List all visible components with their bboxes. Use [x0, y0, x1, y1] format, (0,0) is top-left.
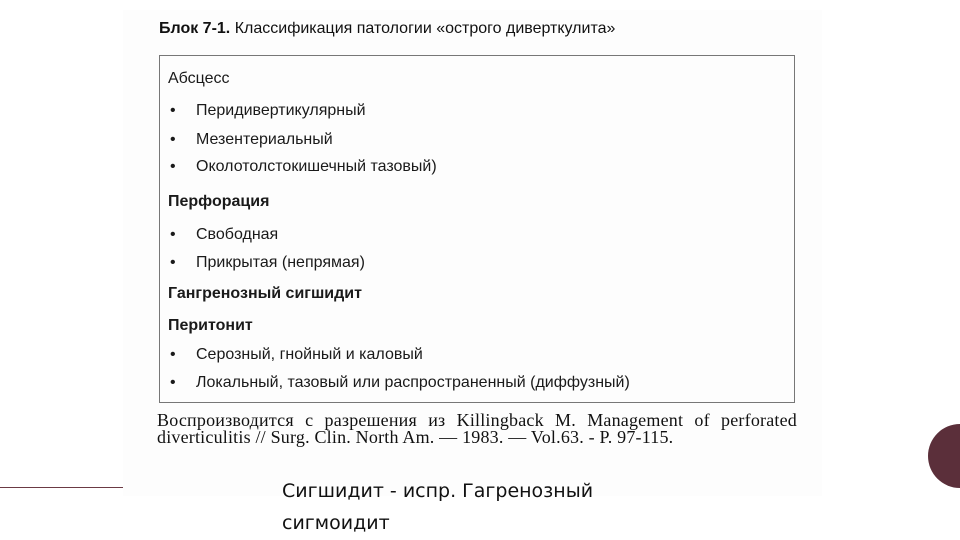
block-title-prefix: Блок 7-1. — [159, 20, 231, 37]
bullet: • — [170, 374, 176, 391]
section-heading-gangrenous: Гангренозный сигшидит — [168, 285, 362, 302]
bullet: • — [170, 254, 176, 271]
bullet: • — [170, 158, 176, 175]
list-item: Мезентериальный — [196, 131, 333, 148]
classification-box — [159, 55, 795, 403]
bullet: • — [170, 102, 176, 119]
list-item: Перидивертикулярный — [196, 102, 366, 119]
list-item: Локальный, тазовый или распространенный (диффузный) — [196, 374, 630, 391]
section-heading-perforation: Перфорация — [168, 193, 270, 210]
block-title-text: Классификация патологии «острого диверткулита» — [230, 20, 616, 37]
slide-caption: Сигшидит - испр. Гагренозный сигмоидит — [282, 480, 594, 534]
scanned-figure — [123, 10, 822, 496]
bullet: • — [170, 131, 176, 148]
block-title — [159, 20, 615, 38]
list-item: Серозный, гнойный и каловый — [196, 346, 423, 363]
section-heading-abscess: Абсцесс — [168, 70, 230, 87]
slide-accent-line — [0, 487, 140, 488]
section-heading-peritonitis: Перитонит — [168, 317, 253, 334]
bullet: • — [170, 226, 176, 243]
slide-accent-circle — [928, 424, 960, 488]
citation-text: Воспроизводится с разрешения из Killingback M. Management of perforated diverticulitis // Surg. Clin. North Am. — 1983. — Vol.63. - P. 97-115. — [157, 410, 797, 447]
list-item: Прикрытая (непрямая) — [196, 254, 365, 271]
bullet: • — [170, 346, 176, 363]
list-item: Свободная — [196, 226, 279, 243]
list-item: Околотолстокишечный тазовый) — [196, 158, 437, 175]
